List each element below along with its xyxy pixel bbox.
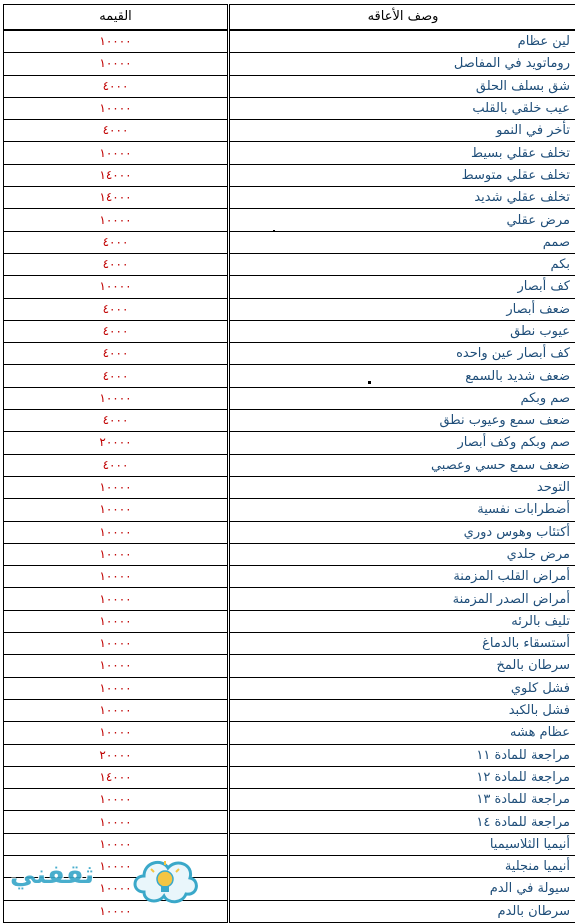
description-cell: أضطرابات نفسية bbox=[229, 499, 575, 521]
value-cell: ١٠٠٠٠ bbox=[4, 209, 229, 231]
description-cell: روماتويد في المفاصل bbox=[229, 53, 575, 75]
table-row bbox=[4, 677, 575, 699]
disability-table bbox=[3, 4, 575, 923]
description-cell: بكم bbox=[229, 253, 575, 275]
table-row bbox=[4, 365, 575, 387]
table-row bbox=[4, 298, 575, 320]
table-row bbox=[4, 610, 575, 632]
table-row bbox=[4, 744, 575, 766]
table-row bbox=[4, 454, 575, 476]
description-cell: لين عظام bbox=[229, 30, 575, 53]
description-cell: تخلف عقلي متوسط bbox=[229, 164, 575, 186]
description-cell: تأخر في النمو bbox=[229, 120, 575, 142]
watermark-text: ثقفني bbox=[10, 860, 95, 890]
table-row bbox=[4, 30, 575, 53]
value-cell: ١٠٠٠٠ bbox=[4, 633, 229, 655]
table-row bbox=[4, 231, 575, 253]
table-row bbox=[4, 120, 575, 142]
table-row bbox=[4, 276, 575, 298]
description-cell: عظام هشه bbox=[229, 722, 575, 744]
scan-speck bbox=[368, 381, 371, 384]
table-row bbox=[4, 387, 575, 409]
value-cell: ١٠٠٠٠ bbox=[4, 900, 229, 922]
description-cell: عيب خلقي بالقلب bbox=[229, 97, 575, 119]
value-cell: ١٠٠٠٠ bbox=[4, 855, 229, 877]
table-row bbox=[4, 811, 575, 833]
description-cell: شق بسلف الحلق bbox=[229, 75, 575, 97]
value-cell: ١٠٠٠٠ bbox=[4, 387, 229, 409]
disability-allowance-sheet bbox=[3, 4, 575, 923]
value-cell: ١٤٠٠٠ bbox=[4, 187, 229, 209]
table-row bbox=[4, 142, 575, 164]
value-cell: ١٠٠٠٠ bbox=[4, 811, 229, 833]
scan-speck bbox=[273, 230, 275, 232]
table-row bbox=[4, 410, 575, 432]
value-cell: ٢٠٠٠٠ bbox=[4, 744, 229, 766]
value-cell: ٤٠٠٠ bbox=[4, 454, 229, 476]
description-cell: ضعف شديد بالسمع bbox=[229, 365, 575, 387]
table-row bbox=[4, 699, 575, 721]
value-cell: ١٠٠٠٠ bbox=[4, 476, 229, 498]
table-row bbox=[4, 543, 575, 565]
value-cell: ٤٠٠٠ bbox=[4, 320, 229, 342]
value-cell: ١٠٠٠٠ bbox=[4, 878, 229, 900]
value-cell: ١٠٠٠٠ bbox=[4, 722, 229, 744]
value-cell: ٤٠٠٠ bbox=[4, 365, 229, 387]
description-cell: أنيميا الثلاسيميا bbox=[229, 833, 575, 855]
description-cell: صمم bbox=[229, 231, 575, 253]
description-cell: سرطان بالمخ bbox=[229, 655, 575, 677]
description-cell: تخلف عقلي بسيط bbox=[229, 142, 575, 164]
value-cell: ١٠٠٠٠ bbox=[4, 655, 229, 677]
description-cell: عيوب نطق bbox=[229, 320, 575, 342]
table-row bbox=[4, 187, 575, 209]
description-cell: فشل كلوي bbox=[229, 677, 575, 699]
value-cell: ١٠٠٠٠ bbox=[4, 276, 229, 298]
table-row bbox=[4, 53, 575, 75]
description-cell: تليف بالرئه bbox=[229, 610, 575, 632]
value-cell: ١٠٠٠٠ bbox=[4, 677, 229, 699]
description-cell: مرض جلدي bbox=[229, 543, 575, 565]
description-cell: كف أبصار عين واحده bbox=[229, 343, 575, 365]
description-cell: سرطان بالدم bbox=[229, 900, 575, 922]
value-cell: ١٠٠٠٠ bbox=[4, 699, 229, 721]
value-cell: ٤٠٠٠ bbox=[4, 343, 229, 365]
table-row bbox=[4, 97, 575, 119]
value-cell: ١٠٠٠٠ bbox=[4, 53, 229, 75]
value-cell: ١٤٠٠٠ bbox=[4, 766, 229, 788]
description-cell: صم وبكم bbox=[229, 387, 575, 409]
value-cell: ٤٠٠٠ bbox=[4, 120, 229, 142]
value-cell: ١٤٠٠٠ bbox=[4, 164, 229, 186]
value-cell: ١٠٠٠٠ bbox=[4, 499, 229, 521]
table-row bbox=[4, 343, 575, 365]
value-cell: ١٠٠٠٠ bbox=[4, 833, 229, 855]
value-cell: ١٠٠٠٠ bbox=[4, 97, 229, 119]
value-cell: ٤٠٠٠ bbox=[4, 75, 229, 97]
table-row bbox=[4, 476, 575, 498]
description-cell: ضعف سمع حسي وعصبي bbox=[229, 454, 575, 476]
description-cell: فشل بالكبد bbox=[229, 699, 575, 721]
table-body bbox=[4, 30, 575, 922]
table-row bbox=[4, 722, 575, 744]
description-cell: التوحد bbox=[229, 476, 575, 498]
value-cell: ٢٠٠٠٠ bbox=[4, 432, 229, 454]
description-cell: أمراض الصدر المزمنة bbox=[229, 588, 575, 610]
description-cell: مرض عقلي bbox=[229, 209, 575, 231]
description-cell: أستسقاء بالدماغ bbox=[229, 633, 575, 655]
description-cell: ضعف أبصار bbox=[229, 298, 575, 320]
value-cell: ٤٠٠٠ bbox=[4, 231, 229, 253]
value-cell: ١٠٠٠٠ bbox=[4, 142, 229, 164]
table-row bbox=[4, 75, 575, 97]
description-cell: مراجعة للمادة ١٢ bbox=[229, 766, 575, 788]
value-cell: ١٠٠٠٠ bbox=[4, 789, 229, 811]
table-row bbox=[4, 766, 575, 788]
table-row bbox=[4, 432, 575, 454]
table-row bbox=[4, 521, 575, 543]
table-row bbox=[4, 164, 575, 186]
description-cell: مراجعة للمادة ١٤ bbox=[229, 811, 575, 833]
value-cell: ٤٠٠٠ bbox=[4, 410, 229, 432]
description-cell: تخلف عقلي شديد bbox=[229, 187, 575, 209]
watermark bbox=[10, 852, 210, 916]
description-cell: مراجعة للمادة ١١ bbox=[229, 744, 575, 766]
value-cell: ١٠٠٠٠ bbox=[4, 543, 229, 565]
table-row bbox=[4, 320, 575, 342]
table-row bbox=[4, 566, 575, 588]
description-column-header: وصف الأعاقه bbox=[229, 5, 575, 31]
table-row bbox=[4, 633, 575, 655]
value-cell: ١٠٠٠٠ bbox=[4, 610, 229, 632]
table-header-row bbox=[4, 5, 575, 31]
description-cell: أكتئاب وهوس دوري bbox=[229, 521, 575, 543]
description-cell: أمراض القلب المزمنة bbox=[229, 566, 575, 588]
value-cell: ١٠٠٠٠ bbox=[4, 588, 229, 610]
table-row bbox=[4, 209, 575, 231]
lightbulb-cloud-icon bbox=[130, 852, 200, 912]
value-cell: ١٠٠٠٠ bbox=[4, 566, 229, 588]
value-cell: ٤٠٠٠ bbox=[4, 298, 229, 320]
description-cell: أنيميا منجلية bbox=[229, 855, 575, 877]
description-cell: مراجعة للمادة ١٣ bbox=[229, 789, 575, 811]
table-row bbox=[4, 655, 575, 677]
description-cell: سيولة في الدم bbox=[229, 878, 575, 900]
description-cell: كف أبصار bbox=[229, 276, 575, 298]
table-row bbox=[4, 499, 575, 521]
table-row bbox=[4, 789, 575, 811]
value-cell: ١٠٠٠٠ bbox=[4, 30, 229, 53]
value-column-header: القيمه bbox=[4, 5, 229, 31]
table-row bbox=[4, 253, 575, 275]
value-cell: ٤٠٠٠ bbox=[4, 253, 229, 275]
description-cell: صم وبكم وكف أبصار bbox=[229, 432, 575, 454]
table-row bbox=[4, 588, 575, 610]
description-cell: ضعف سمع وعيوب نطق bbox=[229, 410, 575, 432]
value-cell: ١٠٠٠٠ bbox=[4, 521, 229, 543]
